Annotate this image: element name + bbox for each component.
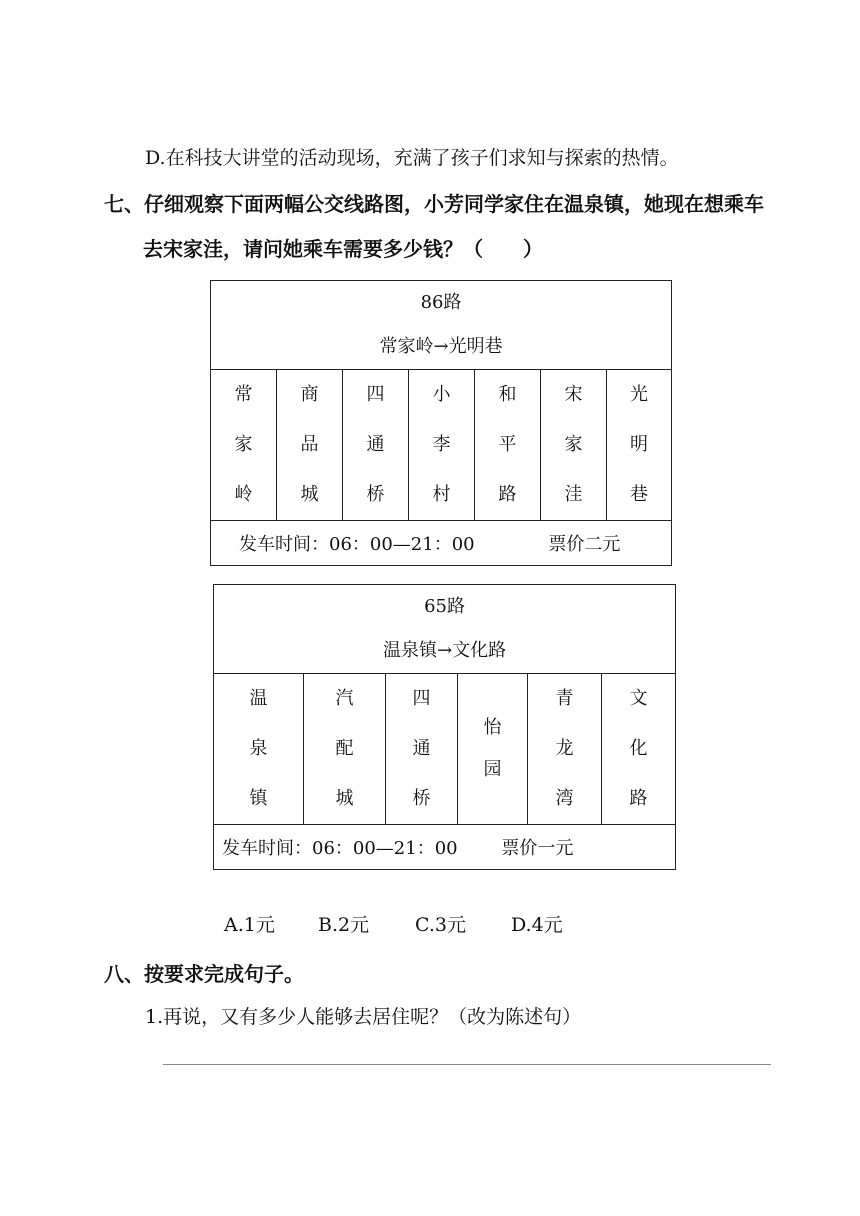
q7-option-a: A.1元 (224, 914, 275, 936)
route-65-stop-3-char: 怡 (483, 717, 502, 738)
q7-title-line1: 七、仔细观察下面两幅公交线路图，小芳同学家住在温泉镇，她现在想乘车 (104, 192, 764, 216)
route-86-stop-5-char: 洼 (564, 484, 583, 505)
route-86-stop-5-char: 宋 (564, 384, 583, 405)
route-86-footer (211, 521, 672, 566)
route-86-stop-2 (343, 370, 409, 521)
route-65-stop-4-char: 龙 (555, 738, 574, 759)
route-86-stop-4-char: 平 (498, 434, 517, 455)
route-65-stop-5-char: 化 (629, 738, 648, 759)
route-65-stop-5 (602, 674, 676, 825)
route-65-stop-1-char: 城 (335, 788, 354, 809)
q6-option-d: D.在科技大讲堂的活动现场，充满了孩子们求知与探索的热情。 (145, 147, 679, 169)
route-65-stop-2-char: 通 (412, 738, 431, 759)
route-65-stop-0-char: 温 (249, 688, 268, 709)
route-86-stop-2-char: 通 (366, 434, 385, 455)
route-65-stop-2-char: 四 (412, 688, 431, 709)
route-65-price: 票价一元 (501, 838, 574, 859)
route-65-stop-4-char: 青 (555, 688, 574, 709)
q7-title-line2: 去宋家洼，请问她乘车需要多少钱？（ ） (143, 237, 543, 261)
route-86-stop-4-char: 和 (498, 384, 517, 405)
route-65-footer (214, 825, 676, 870)
route-65-stop-2-char: 桥 (412, 788, 431, 809)
route-86-stop-0 (211, 370, 277, 521)
route-86-time: 发车时间：06：00—21：00 (239, 534, 475, 555)
route-86-stop-1-char: 商 (300, 384, 319, 405)
q7-option-d: D.4元 (511, 914, 563, 936)
route-65-stop-1-char: 汽 (335, 688, 354, 709)
route-65-stop-4 (528, 674, 602, 825)
route-65-stop-3-char: 园 (483, 759, 502, 780)
route-86-direction: 常家岭→光明巷 (379, 336, 503, 357)
route-86-table (210, 280, 672, 566)
route-65-stop-5-char: 文 (629, 688, 648, 709)
route-65-stop-0-char: 镇 (249, 788, 268, 809)
route-86-stop-2-char: 桥 (366, 484, 385, 505)
answer-line[interactable] (163, 1064, 771, 1065)
route-86-stop-0-char: 家 (234, 434, 253, 455)
route-86-stop-4 (475, 370, 541, 521)
route-86-stop-3-char: 村 (432, 484, 451, 505)
route-65-time: 发车时间：06：00—21：00 (222, 838, 458, 859)
route-86-stop-0-char: 常 (234, 384, 253, 405)
route-86-stop-6-char: 明 (630, 434, 649, 455)
route-86-name: 86路 (420, 292, 462, 313)
route-65-name: 65路 (424, 596, 465, 617)
route-86-stop-1 (277, 370, 343, 521)
q8-title: 八、按要求完成句子。 (104, 962, 304, 986)
route-65-stop-1-char: 配 (335, 738, 354, 759)
route-65-stop-1 (304, 674, 386, 825)
route-86-stop-0-char: 岭 (234, 484, 253, 505)
route-86-stop-1-char: 城 (300, 484, 319, 505)
route-86-stop-2-char: 四 (366, 384, 385, 405)
route-65-direction: 温泉镇→文化路 (382, 640, 507, 661)
route-65-stop-3 (458, 674, 528, 825)
route-86-stop-6-char: 光 (630, 384, 649, 405)
route-65-header (214, 585, 676, 674)
q8-item1: 1.再说，又有多少人能够去居住呢？（改为陈述句） (145, 1006, 582, 1028)
route-86-stop-4-char: 路 (498, 484, 517, 505)
route-86-stop-3-char: 小 (432, 384, 451, 405)
q7-option-c: C.3元 (415, 914, 466, 936)
route-86-stop-6-char: 巷 (630, 484, 649, 505)
route-65-stop-0-char: 泉 (249, 738, 268, 759)
route-86-stop-1-char: 品 (300, 434, 319, 455)
route-86-stop-6 (607, 370, 672, 521)
route-65-stop-5-char: 路 (629, 788, 648, 809)
route-86-header (211, 281, 672, 370)
route-65-stops-row (214, 674, 676, 825)
route-86-stop-5 (541, 370, 607, 521)
route-86-price: 票价二元 (548, 534, 621, 555)
route-65-stop-0 (214, 674, 304, 825)
route-86-stops-row (211, 370, 672, 521)
route-65-stop-4-char: 湾 (555, 788, 574, 809)
route-86-stop-3-char: 李 (432, 434, 451, 455)
route-65-stop-2 (386, 674, 458, 825)
route-86-stop-3 (409, 370, 475, 521)
route-65-table (213, 584, 676, 870)
q7-option-b: B.2元 (318, 914, 370, 936)
route-86-stop-5-char: 家 (564, 434, 583, 455)
